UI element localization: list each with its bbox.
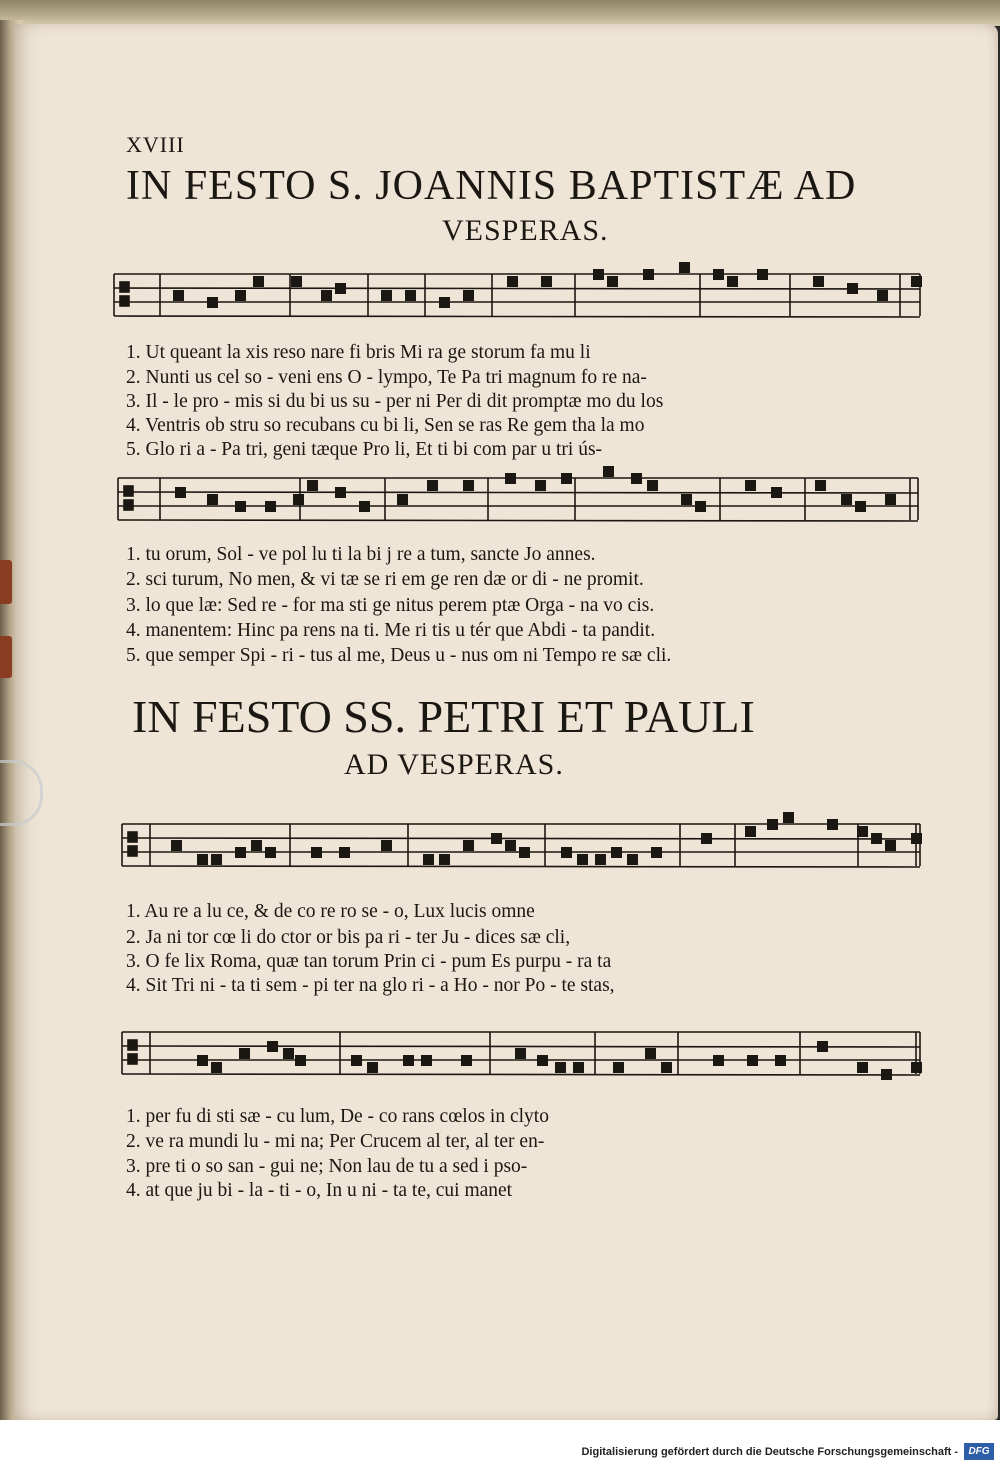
lyric-line: 2. Ja ni tor cœ li do ctor or bis pa ri - ter Ju - dices sæ cli, — [126, 927, 571, 948]
lyric-line: 3. lo que læ: Sed re - for ma sti ge nitus perem ptæ Orga - na vo cis. — [126, 595, 655, 616]
lyric-line: 1. Ut queant la xis reso nare fi bris Mi ra ge storum fa mu li — [126, 342, 591, 363]
hymn1-subtitle: VESPERAS. — [442, 214, 609, 247]
lyric-line: 2. sci turum, No men, & vi tæ se ri em ge ren dæ or di - ne promit. — [126, 569, 644, 590]
hymn2-subtitle: AD VESPERAS. — [344, 748, 564, 781]
lyric-line: 4. Ventris ob stru so recubans cu bi li, Sen se ras Re gem tha la mo — [126, 415, 645, 436]
lyric-line: 3. Il - le pro - mis si du bi us su - per ni Per di dit promptæ mo du los — [126, 391, 664, 412]
lyric-line: 5. Glo ri a - Pa tri, geni tæque Pro li, Et ti bi com par u tri ús- — [126, 439, 603, 460]
lyric-line: 3. pre ti o so san - gui ne; Non lau de tu a sed i pso- — [126, 1156, 528, 1177]
lyric-line: 4. manentem: Hinc pa rens na ti. Me ri tis u tér que Abdi - ta pandit. — [126, 620, 656, 641]
lyric-line: 4. at que ju bi - la - ti - o, In u ni - ta te, cui manet — [126, 1180, 513, 1201]
lyric-line: 2. ve ra mundi lu - mi na; Per Crucem al ter, al ter en- — [126, 1131, 545, 1152]
lyric-line: 1. tu orum, Sol - ve pol lu ti la bi j re a tum, sancte Jo annes. — [126, 544, 596, 565]
lyric-line: 5. que semper Spi - ri - tus al me, Deus u - nus om ni Tempo re sæ cli. — [126, 645, 672, 666]
dfg-logo-icon: DFG — [964, 1443, 994, 1460]
page-number: XVIII — [126, 132, 185, 157]
funding-notice: Digitalisierung gefördert durch die Deutsche Forschungsgemeinschaft - — [581, 1446, 958, 1458]
lyric-line: 4. Sit Tri ni - ta ti sem - pi ter na glo ri - a Ho - nor Po - te stas, — [126, 975, 615, 996]
lyric-line: 2. Nunti us cel so - veni ens O - lympo, Te Pa tri magnum fo re na- — [126, 367, 647, 388]
lyric-line: 1. Au re a lu ce, & de co re ro se - o, Lux lucis omne — [126, 901, 535, 922]
footer-bar — [0, 1420, 1000, 1466]
hymn2-title: IN FESTO SS. PETRI ET PAULI — [132, 691, 755, 742]
lyric-line: 1. per fu di sti sæ - cu lum, De - co rans cœlos in clyto — [126, 1106, 549, 1127]
hymn1-title: IN FESTO S. JOANNIS BAPTISTÆ AD — [126, 163, 857, 209]
lyric-line: 3. O fe lix Roma, quæ tan torum Prin ci - pum Es purpu - ra ta — [126, 951, 612, 972]
